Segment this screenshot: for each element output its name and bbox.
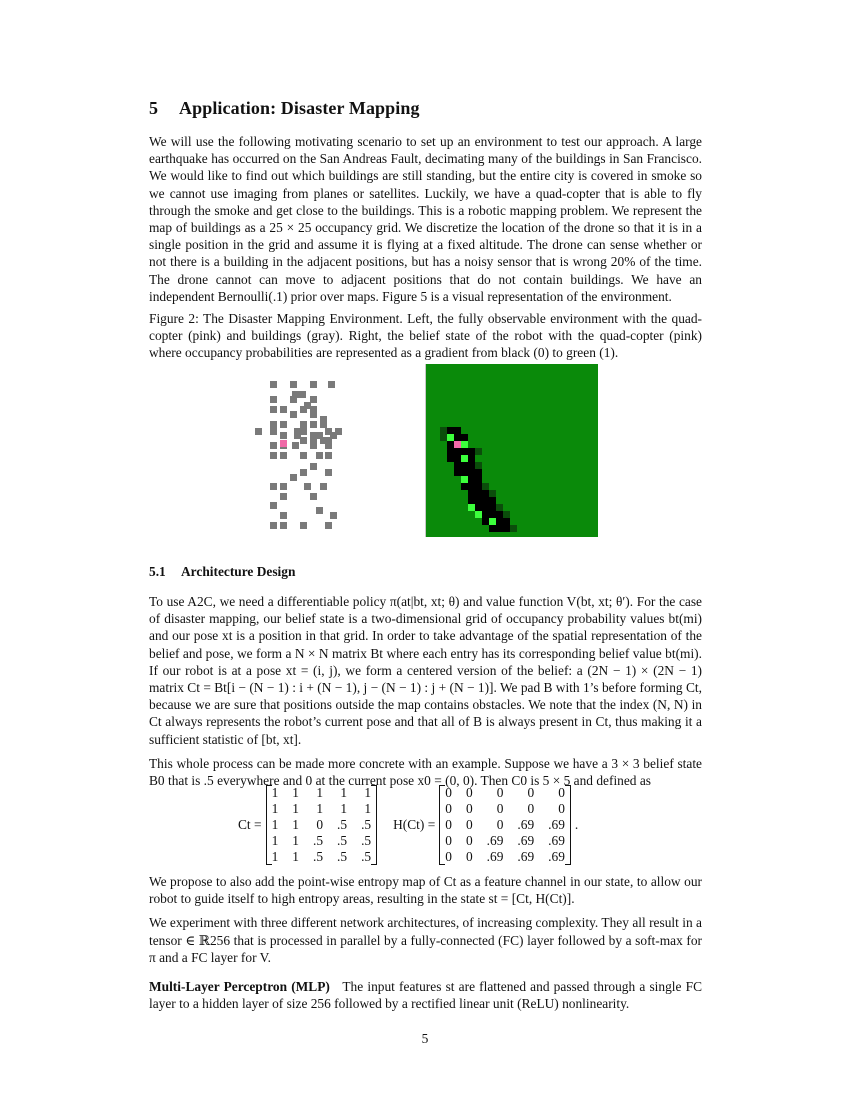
matrix-entry: .5 bbox=[361, 833, 372, 848]
building-cell bbox=[320, 483, 327, 490]
matrix-entry: 0 bbox=[445, 801, 452, 816]
equation-end: . bbox=[574, 817, 579, 832]
belief-cell-low bbox=[461, 462, 468, 469]
belief-cell-sensed bbox=[489, 518, 496, 525]
matrix-entry: 1 bbox=[340, 801, 348, 816]
matrix-entry: .5 bbox=[361, 817, 372, 832]
matrix-h bbox=[439, 785, 571, 865]
matrix-entry: .69 bbox=[548, 833, 565, 848]
belief-cell-sensed bbox=[461, 455, 468, 462]
architecture-paragraph-4: We experiment with three different network architectures, of increasing complexity. They all result in a tensor ∈ ℝ256 that is processed in parallel by a fully-connected (FC) layer followed by a soft-max for π and a FC layer for V. bbox=[149, 915, 702, 965]
matrix-entry: 1 bbox=[271, 801, 279, 816]
matrix-entry: 0 bbox=[445, 833, 452, 848]
matrix-entry: 1 bbox=[316, 785, 324, 800]
figure-caption-block bbox=[149, 310, 702, 362]
belief-cell-low bbox=[447, 448, 454, 455]
building-cell bbox=[310, 381, 317, 388]
matrix-entry: 1 bbox=[271, 849, 279, 864]
building-cell bbox=[325, 442, 332, 449]
building-cell bbox=[320, 421, 327, 428]
matrix-entry: 1 bbox=[271, 833, 279, 848]
belief-cell-low bbox=[503, 525, 510, 532]
building-cell bbox=[290, 411, 297, 418]
belief-cell-low bbox=[447, 441, 454, 448]
building-cell bbox=[290, 396, 297, 403]
matrix-entry: 1 bbox=[340, 785, 348, 800]
equation-right-label: H(Ct) = bbox=[393, 817, 436, 832]
matrix-entry: .69 bbox=[517, 833, 535, 848]
belief-cell-low bbox=[475, 469, 482, 476]
building-cell bbox=[270, 428, 277, 435]
building-cell bbox=[300, 522, 307, 529]
mlp-paragraph bbox=[149, 978, 702, 1012]
belief-cell-low bbox=[468, 490, 475, 497]
belief-cell-low bbox=[496, 511, 503, 518]
belief-cell-low bbox=[468, 462, 475, 469]
section-title: Application: Disaster Mapping bbox=[179, 98, 420, 118]
building-cell bbox=[310, 411, 317, 418]
matrix-entry: 1 bbox=[292, 801, 299, 816]
belief-cell-low bbox=[489, 497, 496, 504]
building-cell bbox=[310, 442, 317, 449]
matrix-entry: 1 bbox=[292, 849, 299, 864]
building-cell bbox=[290, 381, 297, 388]
belief-cell-sensed bbox=[461, 441, 468, 448]
building-cell bbox=[280, 432, 287, 439]
belief-cell-low bbox=[468, 497, 475, 504]
building-cell bbox=[325, 452, 332, 459]
belief-cell-low bbox=[482, 511, 489, 518]
belief-cell-mid bbox=[489, 490, 496, 497]
belief-cell-low bbox=[468, 476, 475, 483]
belief-cell-mid bbox=[440, 427, 447, 434]
building-cell bbox=[328, 381, 335, 388]
figure-caption: Figure 2: The Disaster Mapping Environment. Left, the fully observable environment with the quad-copter (pink) and buildings (gray). Right, the belief state of the robot with the quad-copter (pink) where occupancy probabilities are represented as a gradient from black (0) to green (1). bbox=[149, 311, 702, 361]
matrix-entry: 0 bbox=[496, 817, 504, 832]
building-cell bbox=[290, 474, 297, 481]
building-cell bbox=[280, 406, 287, 413]
belief-cell-low bbox=[454, 455, 461, 462]
matrix-entry: 0 bbox=[527, 801, 535, 816]
intro-block bbox=[149, 133, 702, 305]
belief-cell-low bbox=[468, 448, 475, 455]
centered-belief-equation bbox=[238, 786, 578, 864]
matrix-entry: 0 bbox=[316, 817, 324, 832]
building-cell bbox=[304, 483, 311, 490]
belief-cell-low bbox=[468, 483, 475, 490]
architecture-block bbox=[149, 593, 702, 789]
building-cell bbox=[280, 522, 287, 529]
belief-cell-low bbox=[447, 455, 454, 462]
belief-cell-low bbox=[475, 476, 482, 483]
belief-cell-mid bbox=[482, 483, 489, 490]
belief-cell-low bbox=[496, 518, 503, 525]
building-cell bbox=[280, 483, 287, 490]
matrix-entry: .5 bbox=[337, 817, 348, 832]
matrix-entry: .5 bbox=[312, 833, 324, 848]
matrix-entry: 1 bbox=[292, 817, 299, 832]
drone-marker bbox=[454, 441, 461, 448]
belief-cell-low bbox=[461, 434, 468, 441]
belief-cell-low bbox=[482, 518, 489, 525]
building-cell bbox=[330, 512, 337, 519]
belief-cell-mid bbox=[510, 525, 517, 532]
building-cell bbox=[280, 452, 287, 459]
belief-cell-mid bbox=[475, 462, 482, 469]
belief-cell-low bbox=[475, 483, 482, 490]
building-cell bbox=[280, 512, 287, 519]
architecture-paragraph-1: To use A2C, we need a differentiable policy π(at|bt, xt; θ) and value function V(bt, xt; θ′). For the case of disaster mapping, our belief state is a two-dimensional grid of occupancy probability values bt(mi) and our pose xt is a position in that grid. In order to take advantage of the spatial representation of the belief and pose, we form a N × N matrix Bt where each entry has its corresponding belief value bt(mi). If our robot is at a pose xt = (i, j), we form a centered version of the belief: a (2N − 1) × (2N − 1) matrix Ct = Bt[i − (N − 1) : i + (N − 1), j − (N − 1) : j + (N − 1)]. We pad B with 1’s before forming Ct, because we are sure that positions outside the map contains obstacles. We note that the index (N, N) in Ct always represents the robot’s current pose and that all of B is always present in Ct, thus making it a sufficient statistic of [bt, xt]. bbox=[149, 594, 702, 747]
belief-cell-low bbox=[454, 448, 461, 455]
matrix-entry: 1 bbox=[292, 833, 299, 848]
matrix-entry: .69 bbox=[548, 817, 565, 832]
belief-cell-low bbox=[475, 490, 482, 497]
subsection-number: 5.1 bbox=[149, 564, 166, 579]
belief-cell-low bbox=[475, 497, 482, 504]
belief-cell-mid bbox=[440, 434, 447, 441]
section-number: 5 bbox=[149, 98, 159, 118]
matrix-entry: .69 bbox=[517, 849, 535, 864]
intro-paragraph: We will use the following motivating scenario to set up an environment to test our approach. A large earthquake has occurred on the San Andreas Fault, decimating many of the buildings in San Francisco. We would like to find out which buildings are still standing, but the entire city is covered in smoke so we cannot use imaging from planes or satellites. Luckily, we have a quad-copter that is able to fly through the smoke and get close to the buildings. This is a robotic mapping problem. We represent the map of buildings as a 25 × 25 occupancy grid. We discretize the location of the drone so that it is in a single position in the grid and assume it is flying at a fixed altitude. The drone can sense whether or not there is a building in the adjacent positions, but has a noisy sensor that is wrong 20% of the time. The drone cannot can move to adjacent positions that do not contain buildings. We have an independent Bernoulli(.1) prior over maps. Figure 5 is a visual representation of the environment. bbox=[149, 134, 702, 304]
belief-cell-low bbox=[482, 504, 489, 511]
matrix-entry: 0 bbox=[558, 801, 565, 816]
belief-cell-low bbox=[461, 469, 468, 476]
drone-marker bbox=[280, 440, 287, 447]
belief-cell-low bbox=[489, 511, 496, 518]
architecture-paragraph-2: This whole process can be made more concrete with an example. Suppose we have a 3 × 3 belief state B0 that is .5 everywhere and 0 at the current pose x0 = (0, 0). Then C0 is 5 × 5 and defined as bbox=[149, 755, 702, 789]
matrix-entry: 0 bbox=[558, 785, 565, 800]
subsection-heading bbox=[149, 564, 295, 580]
belief-cell-mid bbox=[475, 448, 482, 455]
belief-cell-sensed bbox=[475, 511, 482, 518]
matrix-entry: .69 bbox=[486, 833, 504, 848]
building-cell bbox=[255, 428, 262, 435]
building-cell bbox=[270, 421, 277, 428]
page-number: 5 bbox=[421, 1031, 429, 1046]
building-cell bbox=[310, 396, 317, 403]
belief-cell-low bbox=[468, 455, 475, 462]
building-cell bbox=[300, 428, 307, 435]
belief-cell-low bbox=[454, 469, 461, 476]
matrix-entry: 1 bbox=[292, 785, 299, 800]
matrix-entry: .5 bbox=[337, 849, 348, 864]
belief-cell-low bbox=[461, 448, 468, 455]
building-cell bbox=[300, 406, 307, 413]
equation-left-label: Ct = bbox=[238, 817, 262, 832]
matrix-entry: .69 bbox=[486, 849, 504, 864]
building-cell bbox=[270, 442, 277, 449]
matrix-entry: .69 bbox=[517, 817, 535, 832]
matrix-entry: 0 bbox=[496, 785, 504, 800]
belief-cell-low bbox=[447, 427, 454, 434]
architecture-block-2 bbox=[149, 873, 702, 1012]
belief-cell-low bbox=[489, 504, 496, 511]
building-cell bbox=[300, 421, 307, 428]
matrix-entry: 0 bbox=[465, 817, 473, 832]
matrix-entry: 0 bbox=[465, 801, 473, 816]
building-cell bbox=[299, 391, 306, 398]
building-cell bbox=[316, 507, 323, 514]
building-cell bbox=[280, 421, 287, 428]
matrix-entry: 0 bbox=[465, 833, 473, 848]
matrix-entry: 0 bbox=[527, 785, 535, 800]
building-cell bbox=[270, 502, 277, 509]
building-cell bbox=[270, 522, 277, 529]
matrix-entry: 0 bbox=[465, 849, 473, 864]
belief-cell-low bbox=[468, 469, 475, 476]
matrix-entry: 0 bbox=[445, 849, 452, 864]
matrix-entry: 1 bbox=[271, 817, 279, 832]
building-cell bbox=[325, 469, 332, 476]
architecture-paragraph-3: We propose to also add the point-wise entropy map of Ct as a feature channel in our state, to allow our robot to guide itself to high entropy areas, resulting in the state st = [Ct, H(Ct)]. bbox=[149, 874, 702, 907]
building-cell bbox=[270, 381, 277, 388]
building-cell bbox=[310, 463, 317, 470]
belief-cell-low bbox=[482, 490, 489, 497]
building-cell bbox=[300, 452, 307, 459]
belief-cell-mid bbox=[503, 511, 510, 518]
belief-cell-low bbox=[496, 525, 503, 532]
building-cell bbox=[270, 406, 277, 413]
subsection-title: Architecture Design bbox=[181, 564, 296, 579]
building-cell bbox=[292, 442, 299, 449]
building-cell bbox=[270, 483, 277, 490]
matrix-entry: 1 bbox=[364, 785, 372, 800]
belief-cell-sensed bbox=[447, 434, 454, 441]
building-cell bbox=[325, 522, 332, 529]
matrix-entry: .69 bbox=[548, 849, 565, 864]
matrix-entry: .5 bbox=[337, 833, 348, 848]
belief-cell-low bbox=[454, 427, 461, 434]
building-cell bbox=[270, 396, 277, 403]
belief-cell-sensed bbox=[468, 504, 475, 511]
building-cell bbox=[300, 437, 307, 444]
matrix-entry: 1 bbox=[316, 801, 324, 816]
building-cell bbox=[300, 469, 307, 476]
disaster-mapping-figure bbox=[252, 364, 598, 537]
belief-cell-mid bbox=[496, 504, 503, 511]
belief-state-panel bbox=[426, 364, 598, 537]
mlp-lead: Multi-Layer Perceptron (MLP) bbox=[149, 979, 330, 995]
building-cell bbox=[310, 493, 317, 500]
matrix-entry: .5 bbox=[361, 849, 372, 864]
building-cell bbox=[280, 493, 287, 500]
belief-cell-low bbox=[454, 434, 461, 441]
building-cell bbox=[310, 421, 317, 428]
belief-cell-sensed bbox=[461, 476, 468, 483]
matrix-entry: 1 bbox=[271, 785, 279, 800]
matrix-entry: 0 bbox=[445, 817, 452, 832]
belief-cell-low bbox=[503, 518, 510, 525]
belief-cell-low bbox=[461, 483, 468, 490]
section-heading bbox=[149, 98, 420, 119]
belief-cell-low bbox=[489, 525, 496, 532]
belief-cell-low bbox=[482, 497, 489, 504]
mlp-body: The input features st are flattened and passed through a single FC layer to a hidden layer of size 256 followed by a rectified linear unit (ReLU) nonlinearity. bbox=[149, 979, 702, 1012]
matrix-entry: 0 bbox=[496, 801, 504, 816]
belief-cell-low bbox=[454, 462, 461, 469]
observable-environment-panel bbox=[252, 364, 426, 537]
matrix-entry: 0 bbox=[465, 785, 473, 800]
matrix-entry: .5 bbox=[312, 849, 324, 864]
building-cell bbox=[316, 452, 323, 459]
building-cell bbox=[270, 452, 277, 459]
matrix-c bbox=[266, 785, 378, 865]
matrix-entry: 0 bbox=[445, 785, 452, 800]
matrix-entry: 1 bbox=[364, 801, 372, 816]
belief-cell-low bbox=[475, 504, 482, 511]
